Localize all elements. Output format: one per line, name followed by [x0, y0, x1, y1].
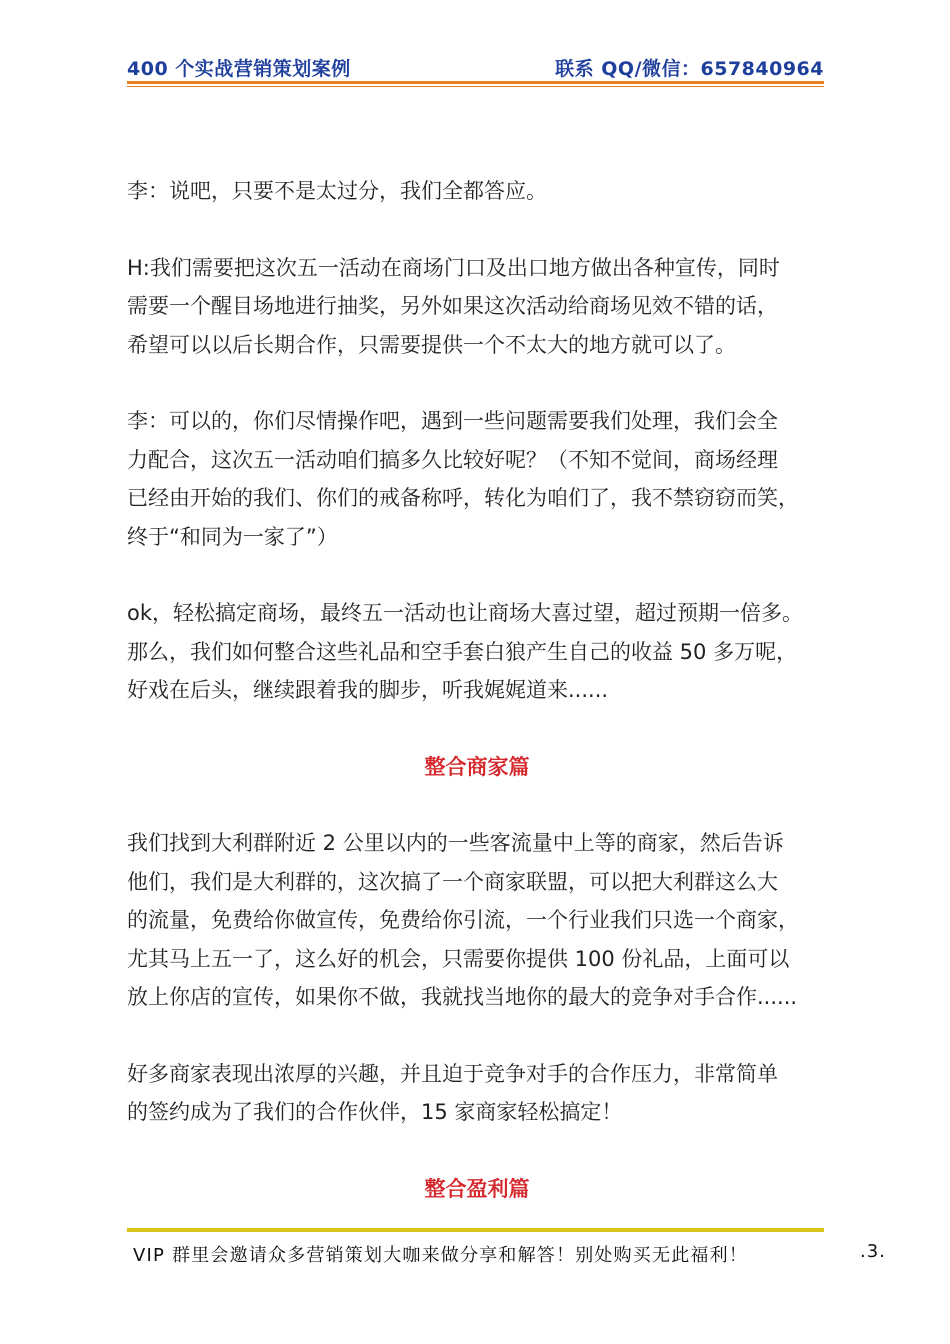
- section-title-profit: 整合盈利篇: [424, 1176, 530, 1201]
- paragraph: [127, 172, 827, 211]
- text-line: 好多商家表现出浓厚的兴趣，并且迫于竞争对手的合作压力，非常简单: [127, 1061, 778, 1086]
- footer-divider: [127, 1228, 824, 1232]
- text-line: 希望可以以后长期合作，只需要提供一个不太大的地方就可以了。: [127, 332, 736, 357]
- header-divider-thin: [127, 86, 824, 87]
- paragraph: [127, 1055, 827, 1132]
- text-line: 需要一个醒目场地进行抽奖，另外如果这次活动给商场见效不错的话，: [127, 294, 778, 318]
- text-line: 的流量，免费给你做宣传，免费给你引流，一个行业我们只选一个商家，: [127, 908, 799, 932]
- text-line: 终于“和同为一家了”）: [127, 524, 338, 549]
- document-body: [127, 172, 827, 1246]
- page-number: .3.: [860, 1241, 886, 1262]
- paragraph: [127, 594, 827, 710]
- header-divider: [127, 81, 824, 84]
- text-line: 李：说吧，只要不是太过分，我们全都答应。: [127, 179, 547, 203]
- text-line: 我们找到大利群附近 2 公里以内的一些客流量中上等的商家，然后告诉: [127, 831, 784, 855]
- text-line: 尤其马上五一了，这么好的机会，只需要你提供 100 份礼品，上面可以: [127, 946, 790, 971]
- text-line: ok，轻松搞定商场，最终五一活动也让商场大喜过望，超过预期一倍多。: [127, 601, 804, 625]
- header-bar: [127, 52, 824, 82]
- text-line: 的签约成为了我们的合作伙伴，15 家商家轻松搞定！: [127, 1100, 623, 1124]
- header-contact: 联系 QQ/微信：657840964: [555, 58, 824, 80]
- paragraph: [127, 824, 827, 1017]
- text-line: 好戏在后头，继续跟着我的脚步，听我娓娓道来......: [127, 678, 609, 702]
- text-line: 李：可以的，你们尽情操作吧，遇到一些问题需要我们处理，我们会全: [127, 409, 778, 433]
- text-line: 那么，我们如何整合这些礼品和空手套白狼产生自己的收益 50 多万呢，: [127, 639, 798, 664]
- text-line: 已经由开始的我们、你们的戒备称呼，转化为咱们了，我不禁窃窃而笑，: [127, 486, 799, 510]
- text-line: H:我们需要把这次五一活动在商场门口及出口地方做出各种宣传，同时: [127, 255, 780, 280]
- section-title-merchants: 整合商家篇: [424, 754, 530, 779]
- text-line: 放上你店的宣传，如果你不做，我就找当地你的最大的竞争对手合作......: [127, 985, 798, 1009]
- text-line: 力配合，这次五一活动咱们搞多久比较好呢？（不知不觉间，商场经理: [127, 447, 778, 472]
- header-title: 400 个实战营销策划案例: [127, 58, 351, 80]
- paragraph: [127, 402, 827, 556]
- footer-note: VIP 群里会邀请众多营销策划大咖来做分享和解答！别处购买无此福利！: [133, 1245, 748, 1266]
- paragraph: [127, 249, 827, 365]
- text-line: 他们，我们是大利群的，这次搞了一个商家联盟，可以把大利群这么大: [127, 869, 778, 894]
